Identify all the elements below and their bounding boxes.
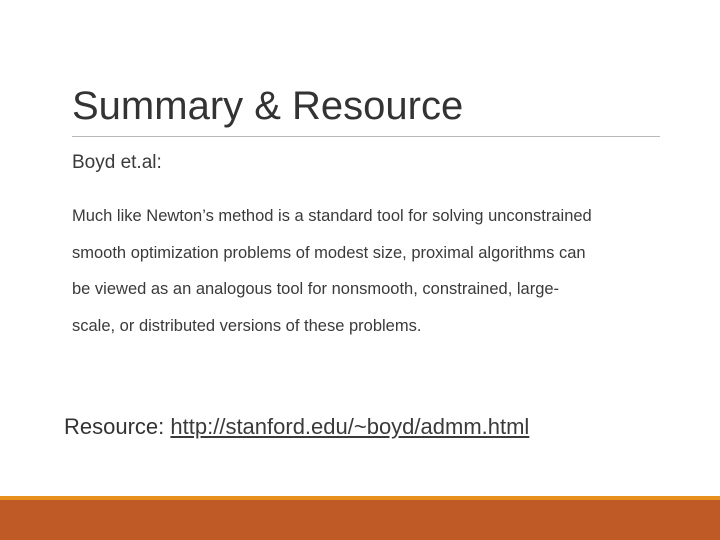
body-line: be viewed as an analogous tool for nonsmooth, constrained, large- [72,280,560,298]
body-paragraph [72,198,662,344]
body-line: Much like Newton’s method is a standard tool for solving unconstrained [72,207,592,225]
resource-label: Resource: [64,414,165,439]
resource-link[interactable]: http://stanford.edu/~boyd/admm.html [170,414,530,439]
subheading: Boyd et.al: [72,152,162,173]
title-underline-divider [72,136,660,137]
body-line: scale, or distributed versions of these problems. [72,316,422,335]
footer-bar [0,500,720,540]
slide-title: Summary & Resource [72,84,464,128]
resource-line [64,412,529,442]
body-line: smooth optimization problems of modest size, proximal algorithms can [72,243,586,262]
